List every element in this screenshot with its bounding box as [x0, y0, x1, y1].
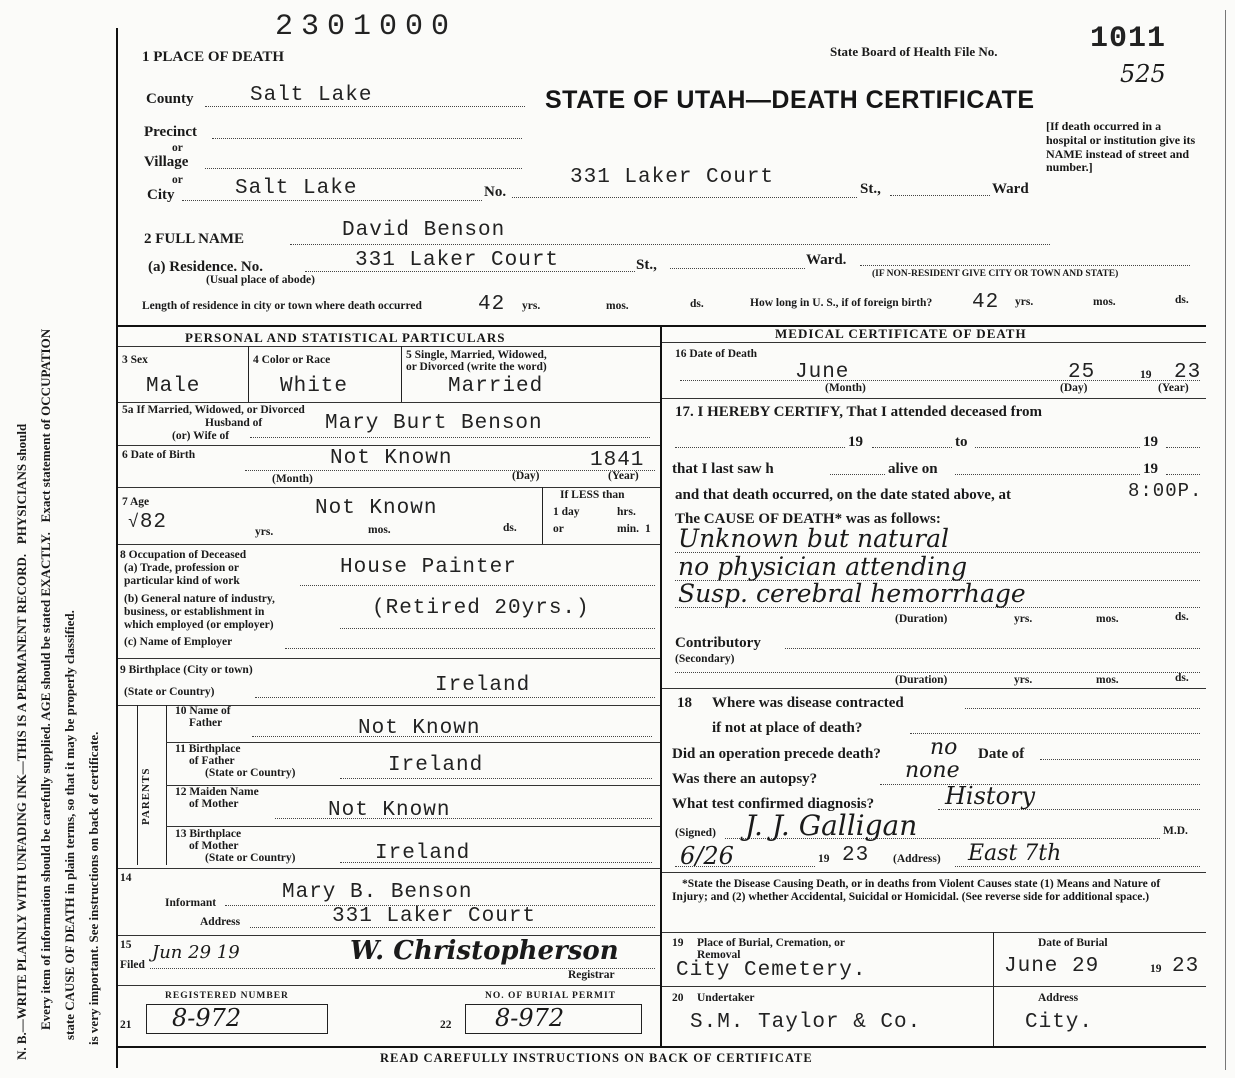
- length-residence-value: 42: [478, 293, 506, 316]
- us-residence-label: How long in U. S., if of foreign birth?: [750, 297, 933, 309]
- file-label: State Board of Health File No.: [830, 44, 998, 59]
- mother-value: Not Known: [328, 799, 451, 822]
- spouse-value: Mary Burt Benson: [325, 412, 543, 435]
- marital-label-1: 5 Single, Married, Widowed,: [406, 349, 547, 361]
- occupation-value: House Painter: [340, 556, 517, 579]
- street-no-label: No.: [484, 184, 507, 200]
- father-birthplace-value: Ireland: [388, 754, 484, 777]
- death-day-value: 25: [1068, 361, 1096, 384]
- contracted-label: Where was disease contracted: [712, 695, 904, 711]
- father-value: Not Known: [358, 717, 481, 740]
- registered-number-label: REGISTERED NUMBER: [165, 991, 289, 1001]
- last-saw-label: that I last saw h: [672, 461, 774, 477]
- burial-date-value: June 29: [1004, 955, 1100, 978]
- age-label: 7 Age: [122, 496, 150, 508]
- informant-address-value: 331 Laker Court: [332, 905, 537, 928]
- place-of-death-label: 1 PLACE OF DEATH: [142, 49, 285, 65]
- registrar-label: Registrar: [568, 969, 615, 981]
- informant-value: Mary B. Benson: [282, 881, 473, 904]
- death-month-value: June: [795, 361, 850, 384]
- age-months-value: Not Known: [315, 497, 438, 520]
- margin-note-4: is very important. See instructions on back of certificate.: [86, 731, 101, 1045]
- margin-note-2: Every item of information should be carefully supplied. AGE should be stated EXACTLY. Exact statement of OCCUPATION: [38, 328, 53, 1030]
- cause-line-1: Unknown but natural: [678, 524, 950, 553]
- ward-label: Ward: [992, 181, 1029, 197]
- us-residence-value: 42: [972, 291, 1000, 314]
- occupation-label-1: 8 Occupation of Deceased: [120, 549, 247, 561]
- burial-year-value: 23: [1172, 955, 1200, 978]
- undertaker-address-label: Address: [1038, 992, 1079, 1004]
- medical-heading: MEDICAL CERTIFICATE OF DEATH: [775, 326, 1027, 341]
- margin-note-1: N. B.—WRITE PLAINLY WITH UNFADING INK—THIS IS A PERMANENT RECORD. PHYSICIANS should: [14, 423, 29, 1060]
- mother-label-1: 12 Maiden Name: [175, 786, 259, 798]
- usual-abode-label: (Usual place of abode): [206, 274, 315, 286]
- mother-label-2: of Mother: [189, 798, 239, 810]
- left-border: [116, 28, 118, 1068]
- industry-label-1: (b) General nature of industry,: [124, 593, 275, 605]
- signed-label: (Signed): [675, 827, 716, 839]
- birthplace-label: 9 Birthplace (City or town): [120, 664, 253, 676]
- undertaker-address-value: City.: [1025, 1011, 1094, 1034]
- mother-birthplace-value: Ireland: [375, 842, 471, 865]
- burial-permit-label: NO. OF BURIAL PERMIT: [485, 991, 617, 1001]
- length-residence-label: Length of residence in city or town where death occurred: [142, 300, 422, 312]
- physician-signature: J. J. Galligan: [745, 809, 918, 842]
- spouse-label-1: 5a If Married, Widowed, or Divorced: [122, 404, 305, 416]
- registered-number-value: 8-972: [172, 1004, 242, 1032]
- test-value: History: [945, 782, 1036, 810]
- cause-line-2: no physician attending: [678, 552, 968, 581]
- registrar-signature: W. Christopherson: [350, 936, 619, 966]
- father-birthplace-label-3: (State or Country): [205, 767, 296, 779]
- right-edge: [1225, 10, 1226, 1070]
- burial-place-label-1: Place of Burial, Cremation, or: [697, 937, 845, 949]
- industry-label-3: which employed (or employer): [124, 619, 274, 631]
- city-value: Salt Lake: [235, 177, 358, 200]
- marital-label-2: or Divorced (write the word): [406, 361, 547, 373]
- center-divider: [660, 325, 662, 1046]
- color-value: White: [280, 375, 349, 398]
- birthplace-sub-label: (State or Country): [124, 686, 215, 698]
- sex-label: 3 Sex: [122, 354, 148, 366]
- informant-address-label: Address: [200, 916, 241, 928]
- cause-line-3: Susp. cerebral hemorrhage: [678, 579, 1026, 608]
- sign-date-value: 6/26: [680, 842, 734, 870]
- residence-value: 331 Laker Court: [355, 249, 560, 272]
- father-label-2: Father: [189, 717, 223, 729]
- residence-st-label: St.,: [636, 257, 657, 273]
- full-name-label: 2 FULL NAME: [144, 231, 245, 247]
- residence-label: (a) Residence. No.: [148, 259, 263, 275]
- contracted-label-2: if not at place of death?: [712, 720, 863, 736]
- burial-permit-value: 8-972: [495, 1004, 565, 1032]
- dob-label: 6 Date of Birth: [122, 449, 196, 461]
- informant-label: Informant: [165, 897, 217, 909]
- personal-heading: PERSONAL AND STATISTICAL PARTICULARS: [185, 330, 506, 345]
- dob-year: 1841: [590, 449, 645, 472]
- full-name-value: David Benson: [342, 219, 506, 242]
- file-number-secondary: 525: [1120, 60, 1166, 88]
- sign-address-value: East 7th: [968, 841, 1062, 866]
- time-of-death-value: 8:00P.: [1128, 480, 1203, 502]
- death-year-value: 23: [1174, 361, 1202, 384]
- filed-value: Jun 29 19: [152, 942, 240, 963]
- birthplace-value: Ireland: [435, 674, 531, 697]
- operation-label: Did an operation precede death?: [672, 746, 881, 762]
- divider-bottom: [116, 1046, 1206, 1048]
- top-number: 2301000: [275, 10, 458, 44]
- cause-footnote: *State the Disease Causing Death, or in deaths from Violent Causes state (1) Means and Nature of Injury; and (2) whether Accidental, Suicidal or Homicidal. (See reverse side for additional space.): [672, 878, 1161, 904]
- county-value: Salt Lake: [250, 84, 373, 107]
- certificate-title: STATE OF UTAH—DEATH CERTIFICATE: [545, 86, 1035, 114]
- mother-birthplace-label-3: (State or Country): [205, 852, 296, 864]
- father-birthplace-label-1: 11 Birthplace: [175, 743, 241, 755]
- parents-label: PARENTS: [140, 767, 152, 825]
- spouse-label-2: Husband of: [205, 417, 263, 429]
- county-label: County: [146, 91, 194, 107]
- filed-label: Filed: [120, 959, 145, 971]
- autopsy-label: Was there an autopsy?: [672, 771, 818, 787]
- mother-birthplace-label-1: 13 Birthplace: [175, 828, 242, 840]
- father-birthplace-label-2: of Father: [189, 755, 235, 767]
- mother-birthplace-label-2: of Mother: [189, 840, 239, 852]
- occupation-label-2: (a) Trade, profession or: [124, 562, 239, 574]
- undertaker-label: Undertaker: [697, 992, 755, 1004]
- burial-date-label: Date of Burial: [1038, 937, 1108, 949]
- occupation-label-3: particular kind of work: [124, 575, 240, 587]
- street-no-value: 331 Laker Court: [570, 166, 775, 189]
- instructions-footer: READ CAREFULLY INSTRUCTIONS ON BACK OF CERTIFICATE: [380, 1051, 813, 1065]
- industry-value: (Retired 20yrs.): [372, 597, 590, 620]
- death-occurred-label: and that death occurred, on the date stated above, at: [675, 487, 1011, 503]
- death-certificate: N. B.—WRITE PLAINLY WITH UNFADING INK—THIS IS A PERMANENT RECORD. PHYSICIANS should Every item of information should be carefully supplied. AGE should be stated EXACTLY. Exact statement of OCCUPATION state CAUSE OF DEATH in plain terms, so that it may be properly classified. is very important. See instructions on back of certificate. 2301000 State Board of Health File No. 1011 525 STATE OF UTAH—DEATH CERTIFICATE [If death occurred in a hospital or institution give its NAME instead of street and number.] 1 PLACE OF DEATH County Salt Lake Precinct or Village or City Salt Lake No. 331 Laker Court St., Ward 2 FULL NAME David Benson (a) Residence. No. 331 Laker Court St., Ward. (Usual place of abode) (IF NON-RESIDENT GIVE CITY OR TOWN AND STATE) Length of residence in city or town where death occurred 42 yrs. mos. ds. How long in U. S., if of foreign birth? 42 yrs. mos. ds. PERSONAL AND STATISTICAL PARTICULARS 3 Sex Male 4 Color or Race White 5 Single, Married, Widowed, or Divorced (write the word) Married 5a If Married, Widowed, or Divorced Husband of (or) Wife of Mary Burt Benson 6 Date of Birth Not Known 1841 (Month) (Day) (Year) 7 Age √82 yrs. Not Known mos. ds. If LESS than 1 day hrs. or min. 1 8 Occupation of Deceased (a) Trade, profession or particular kind of work House Painter (b) General nature of industry, business, or establishment in which employed (or employer) (Retired 20yrs.) (c) Name of Employer 9 Birthplace (City or town) (State or Country) Ireland PARENTS 10 Name of Father Not Known 11 Birthplace of Father (State or Country) Ireland 12 Maiden Name of Mother Not Known 13 Birthplace of Mother (State or Country) Ireland 14 Informant Mary B. Benson Address 331 Laker Court 15 Filed Jun 29 19 W. Christopherson Registrar REGISTERED NUMBER 21 8-972 NO. OF BURIAL PERMIT 22 8-972 MEDICAL CERTIFICATE OF DEATH 16 Date of Death June 25 19 23 (Month) (Day) (Year) 17. I HEREBY CERTIFY, That I attended deceased from 19 to 19 that I last saw h alive on 19 and that death occurred, on the date stated above, at 8:00P. The CAUSE OF DEATH* was as follows: Unknown but natural no physician attending Susp. cerebral hemorrhage (Duration) yrs. mos. ds. Contributory (Secondary) (Duration) yrs. mos. ds. 18 Where was disease contracted if not at place of death? Did an operation precede death? no Date of Was there an autopsy? none What test confirmed diagnosis? History (Signed) J. J. Galligan M.D. 6/26 19 23 (Address) East 7th *State the Disease Causing Death, or in deaths from Violent Causes state (1) Means and Nature of Injury; and (2) whether Accidental, Suicidal or Homicidal. (See reverse side for additional space.) 19 Place of Burial, Cremation, or Removal City Cemetery. Date of Burial June 29 19 23 20 Undertaker S.M. Taylor & Co. Address City. READ CAREFULLY INSTRUCTIONS ON BACK OF CERTIFICATE: [0, 0, 1235, 1078]
- father-label-1: 10 Name of: [175, 705, 231, 717]
- operation-value: no: [930, 735, 958, 760]
- marital-value: Married: [448, 375, 544, 398]
- certify-text: 17. I HEREBY CERTIFY, That I attended deceased from: [675, 404, 1043, 420]
- burial-place-label-2: Removal: [697, 949, 741, 961]
- margin-note-3: state CAUSE OF DEATH in plain terms, so that it may be properly classified.: [62, 610, 77, 1040]
- street-suffix-label: St.,: [860, 181, 881, 197]
- date-of-death-label: 16 Date of Death: [675, 348, 758, 360]
- autopsy-value: none: [905, 758, 960, 783]
- sex-value: Male: [146, 375, 201, 398]
- secondary-label: (Secondary): [675, 653, 735, 665]
- precinct-label: Precinct: [144, 124, 198, 140]
- less-than-label: If LESS than: [560, 489, 625, 501]
- dob-value: Not Known: [330, 447, 453, 470]
- village-label: Village: [144, 154, 189, 170]
- color-label: 4 Color or Race: [253, 354, 331, 366]
- burial-place-value: City Cemetery.: [676, 959, 867, 982]
- hospital-note: [If death occurred in a hospital or institution give its NAME instead of street and number.]: [1046, 119, 1196, 175]
- cause-label: The CAUSE OF DEATH* was as follows:: [675, 511, 941, 527]
- age-value: √82: [128, 511, 168, 534]
- industry-label-2: business, or establishment in: [124, 606, 265, 618]
- city-label: City: [147, 187, 175, 203]
- contributory-label: Contributory: [675, 635, 761, 651]
- undertaker-value: S.M. Taylor & Co.: [690, 1011, 922, 1034]
- non-resident-label: (IF NON-RESIDENT GIVE CITY OR TOWN AND STATE): [872, 269, 1119, 279]
- employer-label: (c) Name of Employer: [124, 636, 233, 648]
- spouse-label-3: (or) Wife of: [172, 430, 230, 442]
- sign-year-value: 23: [842, 844, 870, 867]
- residence-ward-label: Ward.: [806, 252, 847, 268]
- test-label: What test confirmed diagnosis?: [672, 796, 875, 812]
- file-number: 1011: [1090, 22, 1167, 56]
